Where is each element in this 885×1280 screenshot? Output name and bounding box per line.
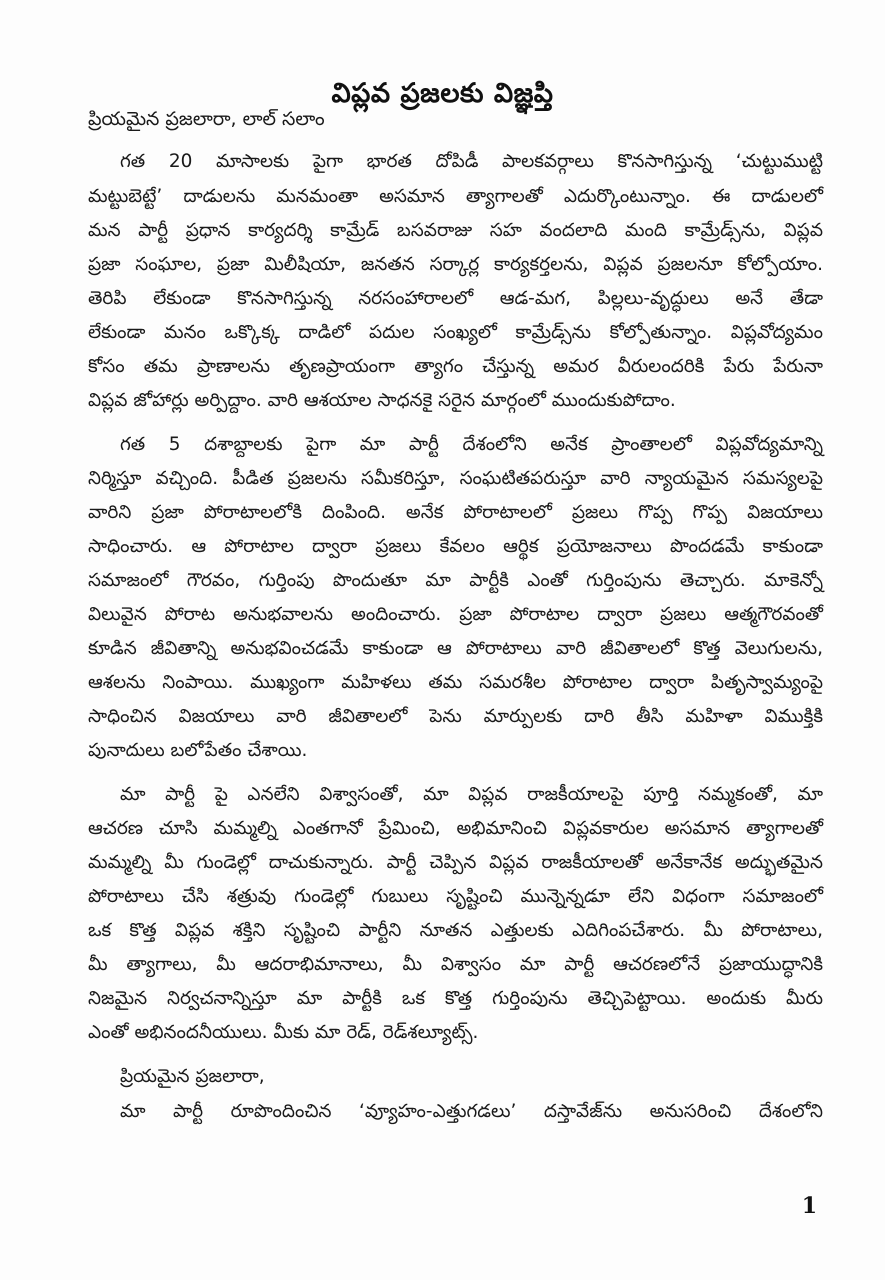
text-line: గత 5 దశాబ్దాలకు పైగా మా పార్టీ దేశంలోని అనేక ప్రాంతాలలో విప్లవోద్యమాన్ని xyxy=(120,434,823,455)
text-line: పోరాటాలు చేసి శత్రువు గుండెల్లో గుబులు సృష్టించి మున్నెన్నడూ లేని విధంగా సమాజంలో xyxy=(88,886,823,907)
salutation: ప్రియమైన ప్రజలారా, లాల్ సలాం xyxy=(88,108,325,130)
text-line: మన పార్టీ ప్రధాన కార్యదర్శి కామ్రేడ్ బసవరాజు సహ వందలాది మంది కామ్రేడ్స్‌ను, విప్లవ xyxy=(88,220,823,241)
text-line: ప్రియమైన ప్రజలారా, xyxy=(120,1066,265,1087)
text-line: మా పార్టీ పై ఎనలేని విశ్వాసంతో, మా విప్లవ రాజకీయాలపై పూర్తి నమ్మకంతో, మా xyxy=(120,784,823,805)
text-line: ఆశలను నింపాయి. ముఖ్యంగా మహిళలు తమ సమరశీల పోరాటాల ద్వారా పితృస్వామ్యంపై xyxy=(88,672,823,693)
text-line: లేకుండా మనం ఒక్కొక్క దాడిలో పదుల సంఖ్యలో కామ్రేడ్స్‌ను కోల్పోతున్నాం. విప్లవోద్యమం xyxy=(88,322,823,343)
text-line: నిజమైన నిర్వచనాన్నిస్తూ మా పార్టీకి ఒక కొత్త గుర్తింపును తెచ్చిపెట్టాయి. అందుకు మీరు xyxy=(88,988,823,1009)
text-line: విప్లవ జోహార్లు అర్పిద్దాం. వారి ఆశయాల సాధనకై సరైన మార్గంలో ముందుకుపోదాం. xyxy=(88,390,676,411)
text-line: గత 20 మాసాలకు పైగా భారత దోపిడీ పాలకవర్గాలు కొనసాగిస్తున్న ‘చుట్టుముట్టి xyxy=(120,151,823,172)
text-line: సాధించిన విజయాలు వారి జీవితాలలో పెను మార్పులకు దారి తీసి మహిళా విముక్తికి xyxy=(88,706,823,727)
document-title: విప్లవ ప్రజలకు విజ్ఞప్తి xyxy=(331,78,554,109)
text-line: ఆచరణ చూసి మమ్మల్ని ఎంతగానో ప్రేమించి, అభిమానించి విప్లవకారుల అసమాన త్యాగాలతో xyxy=(88,818,823,839)
text-line: మీ త్యాగాలు, మీ ఆదరాభిమానాలు, మీ విశ్వాసం మా పార్టీ ఆచరణలోనే ప్రజాయుద్ధానికి xyxy=(88,954,823,975)
text-line: సాధించారు. ఆ పోరాటాల ద్వారా ప్రజలు కేవలం ఆర్థిక ప్రయోజనాలు పొందడమే కాకుండా xyxy=(88,536,823,557)
page-number: 1 xyxy=(801,1193,817,1219)
text-line: కోసం తమ ప్రాణాలను తృణప్రాయంగా త్యాగం చేస్తున్న అమర వీరులందరికి పేరు పేరునా xyxy=(88,356,823,377)
text-line: మా పార్టీ రూపొందించిన ‘వ్యూహం-ఎత్తుగడలు’ దస్తావేజ్‌ను అనుసరించి దేశంలోని xyxy=(120,1101,823,1122)
text-line: విలువైన పోరాట అనుభవాలను అందించారు. ప్రజా పోరాటాల ద్వారా ప్రజలు ఆత్మగౌరవంతో xyxy=(88,604,823,625)
text-line: తెరిపి లేకుండా కొనసాగిస్తున్న నరసంహారాలలో ఆడ-మగ, పిల్లలు-వృద్ధులు అనే తేడా xyxy=(88,288,823,309)
text-line: పునాదులు బలోపేతం చేశాయి. xyxy=(88,740,308,761)
text-line: ఎంతో అభినందనీయులు. మీకు మా రెడ్, రెడ్‌శల్యూట్స్. xyxy=(88,1022,479,1043)
text-line: సమాజంలో గౌరవం, గుర్తింపు పొందుతూ మా పార్టీకి ఎంతో గుర్తింపును తెచ్చారు. మాకెన్నో xyxy=(88,570,823,591)
text-line: ప్రజా సంఘాల, ప్రజా మిలీషియా, జనతన సర్కార్ల కార్యకర్తలను, విప్లవ ప్రజలనూ కోల్పోయాం. xyxy=(88,254,823,275)
text-line: వారిని ప్రజా పోరాటాలలోకి దింపింది. అనేక పోరాటాలలో ప్రజలు గొప్ప గొప్ప విజయాలు xyxy=(88,502,823,523)
text-line: నిర్మిస్తూ వచ్చింది. పీడిత ప్రజలను సమీకరిస్తూ, సంఘటితపరుస్తూ వారి న్యాయమైన సమస్యలపై xyxy=(88,468,823,489)
text-line: మట్టుబెట్టే’ దాడులను మనమంతా అసమాన త్యాగాలతో ఎదుర్కొంటున్నాం. ఈ దాడులలో xyxy=(88,186,823,207)
text-line: ఒక కొత్త విప్లవ శక్తిని సృష్టించి పార్టీని నూతన ఎత్తులకు ఎదిగింపచేశారు. మీ పోరాటాలు, xyxy=(88,920,823,941)
text-line: కూడిన జీవితాన్ని అనుభవించడమే కాకుండా ఆ పోరాటాలు వారి జీవితాలలో కొత్త వెలుగులను, xyxy=(88,638,823,659)
text-line: మమ్మల్ని మీ గుండెల్లో దాచుకున్నారు. పార్టీ చెప్పిన విప్లవ రాజకీయాలతో అనేకానేక అద్భుతమైన xyxy=(88,852,823,873)
